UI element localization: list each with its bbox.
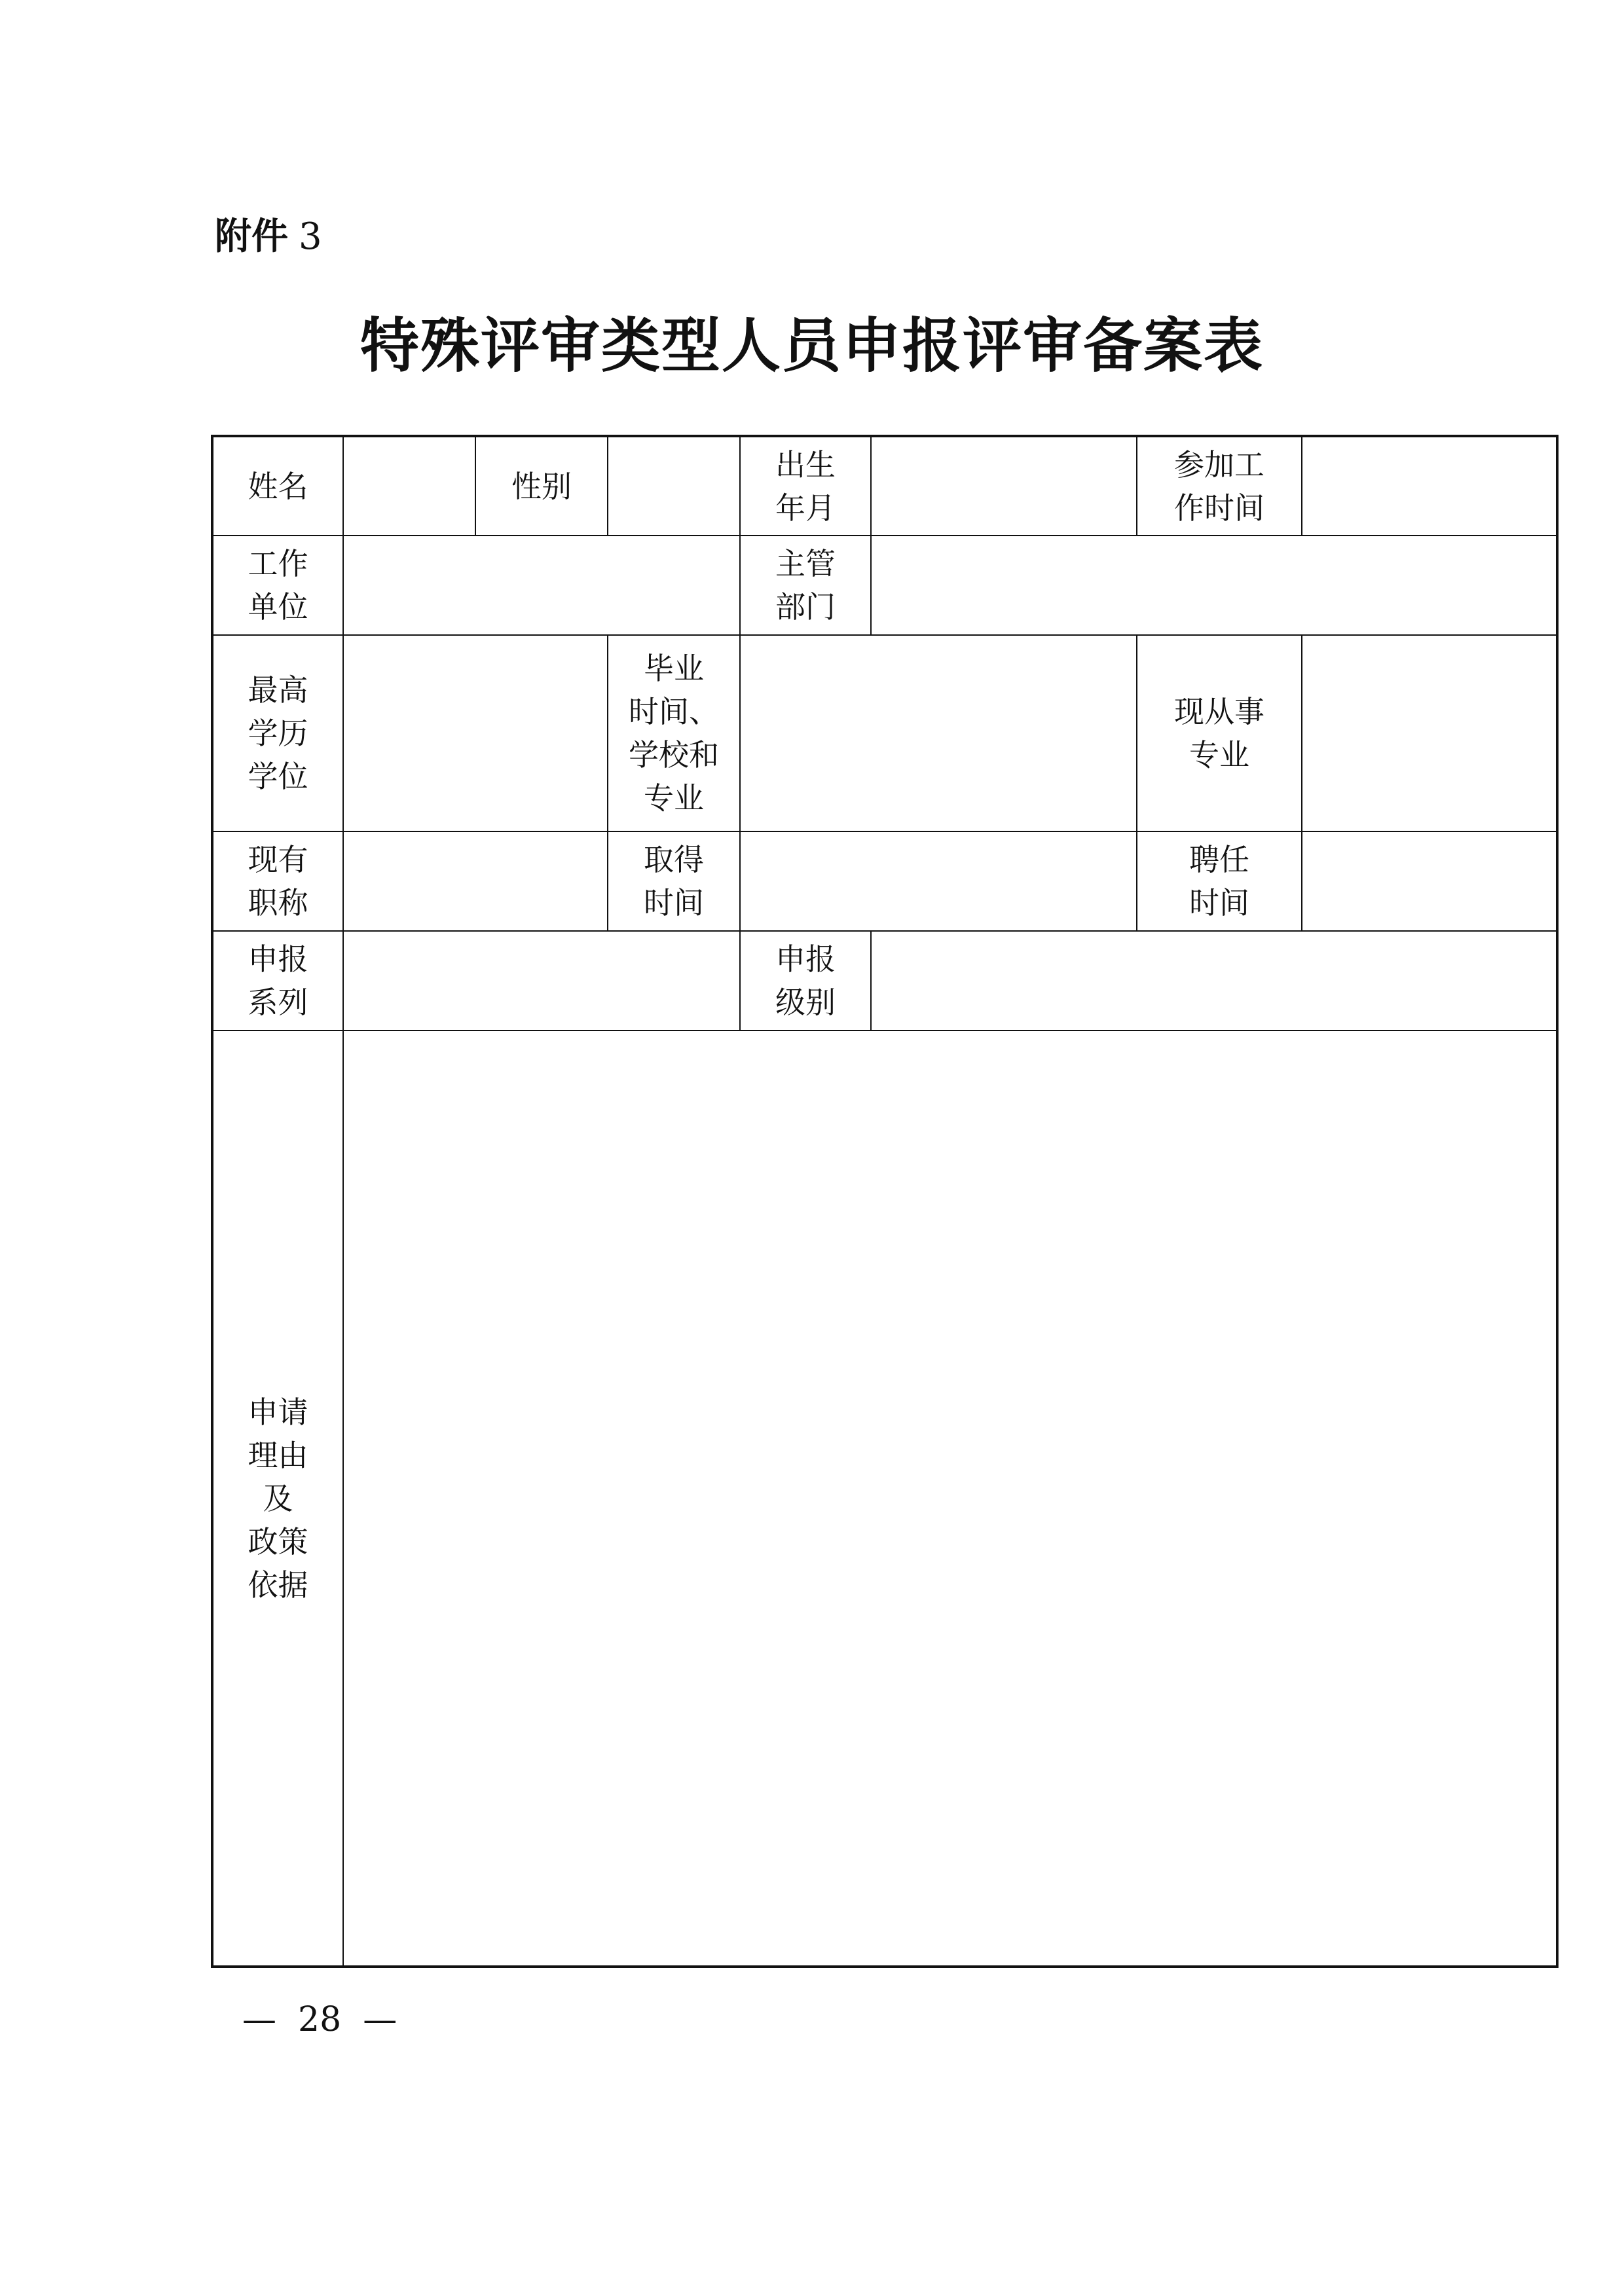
education-field[interactable]	[343, 635, 608, 831]
current-title-field[interactable]	[343, 831, 608, 931]
series-field[interactable]	[343, 931, 740, 1030]
document-title: 特殊评审类型人员申报评审备案表	[360, 311, 1264, 380]
appoint-time-field[interactable]	[1302, 831, 1557, 931]
level-label: 申报 级别	[740, 931, 871, 1030]
gender-field[interactable]	[608, 436, 740, 536]
work-start-field[interactable]	[1302, 436, 1557, 536]
current-title-label: 现有 职称	[212, 831, 343, 931]
reason-label: 申请 理由 及 政策 依据	[212, 1030, 343, 1967]
table-row	[212, 931, 1557, 1030]
birth-label: 出生 年月	[740, 436, 871, 536]
graduation-field[interactable]	[740, 635, 1137, 831]
work-start-label: 参加工 作时间	[1137, 436, 1302, 536]
obtain-time-field[interactable]	[740, 831, 1137, 931]
table-row	[212, 536, 1557, 635]
appoint-time-label: 聘任 时间	[1137, 831, 1302, 931]
table-row	[212, 1030, 1557, 1967]
attachment-heading	[215, 211, 322, 263]
table-row	[212, 436, 1557, 536]
current-major-field[interactable]	[1302, 635, 1557, 831]
filing-form-table	[211, 435, 1559, 1968]
education-label: 最高 学历 学位	[212, 635, 343, 831]
birth-field[interactable]	[871, 436, 1137, 536]
employer-field[interactable]	[343, 536, 740, 635]
supervisor-field[interactable]	[871, 536, 1557, 635]
level-field[interactable]	[871, 931, 1557, 1030]
employer-label: 工作 单位	[212, 536, 343, 635]
current-major-label: 现从事 专业	[1137, 635, 1302, 831]
table-row	[212, 635, 1557, 831]
name-label: 姓名	[212, 436, 343, 536]
page-number: — 28 —	[242, 2000, 397, 2039]
series-label: 申报 系列	[212, 931, 343, 1030]
reason-field[interactable]	[343, 1030, 1557, 1967]
table-row	[212, 831, 1557, 931]
graduation-label: 毕业 时间、 学校和 专业	[608, 635, 740, 831]
gender-label: 性别	[475, 436, 608, 536]
attachment-label: 附件	[215, 215, 288, 258]
obtain-time-label: 取得 时间	[608, 831, 740, 931]
name-field[interactable]	[343, 436, 475, 536]
attachment-number: 3	[299, 215, 322, 258]
supervisor-label: 主管 部门	[740, 536, 871, 635]
